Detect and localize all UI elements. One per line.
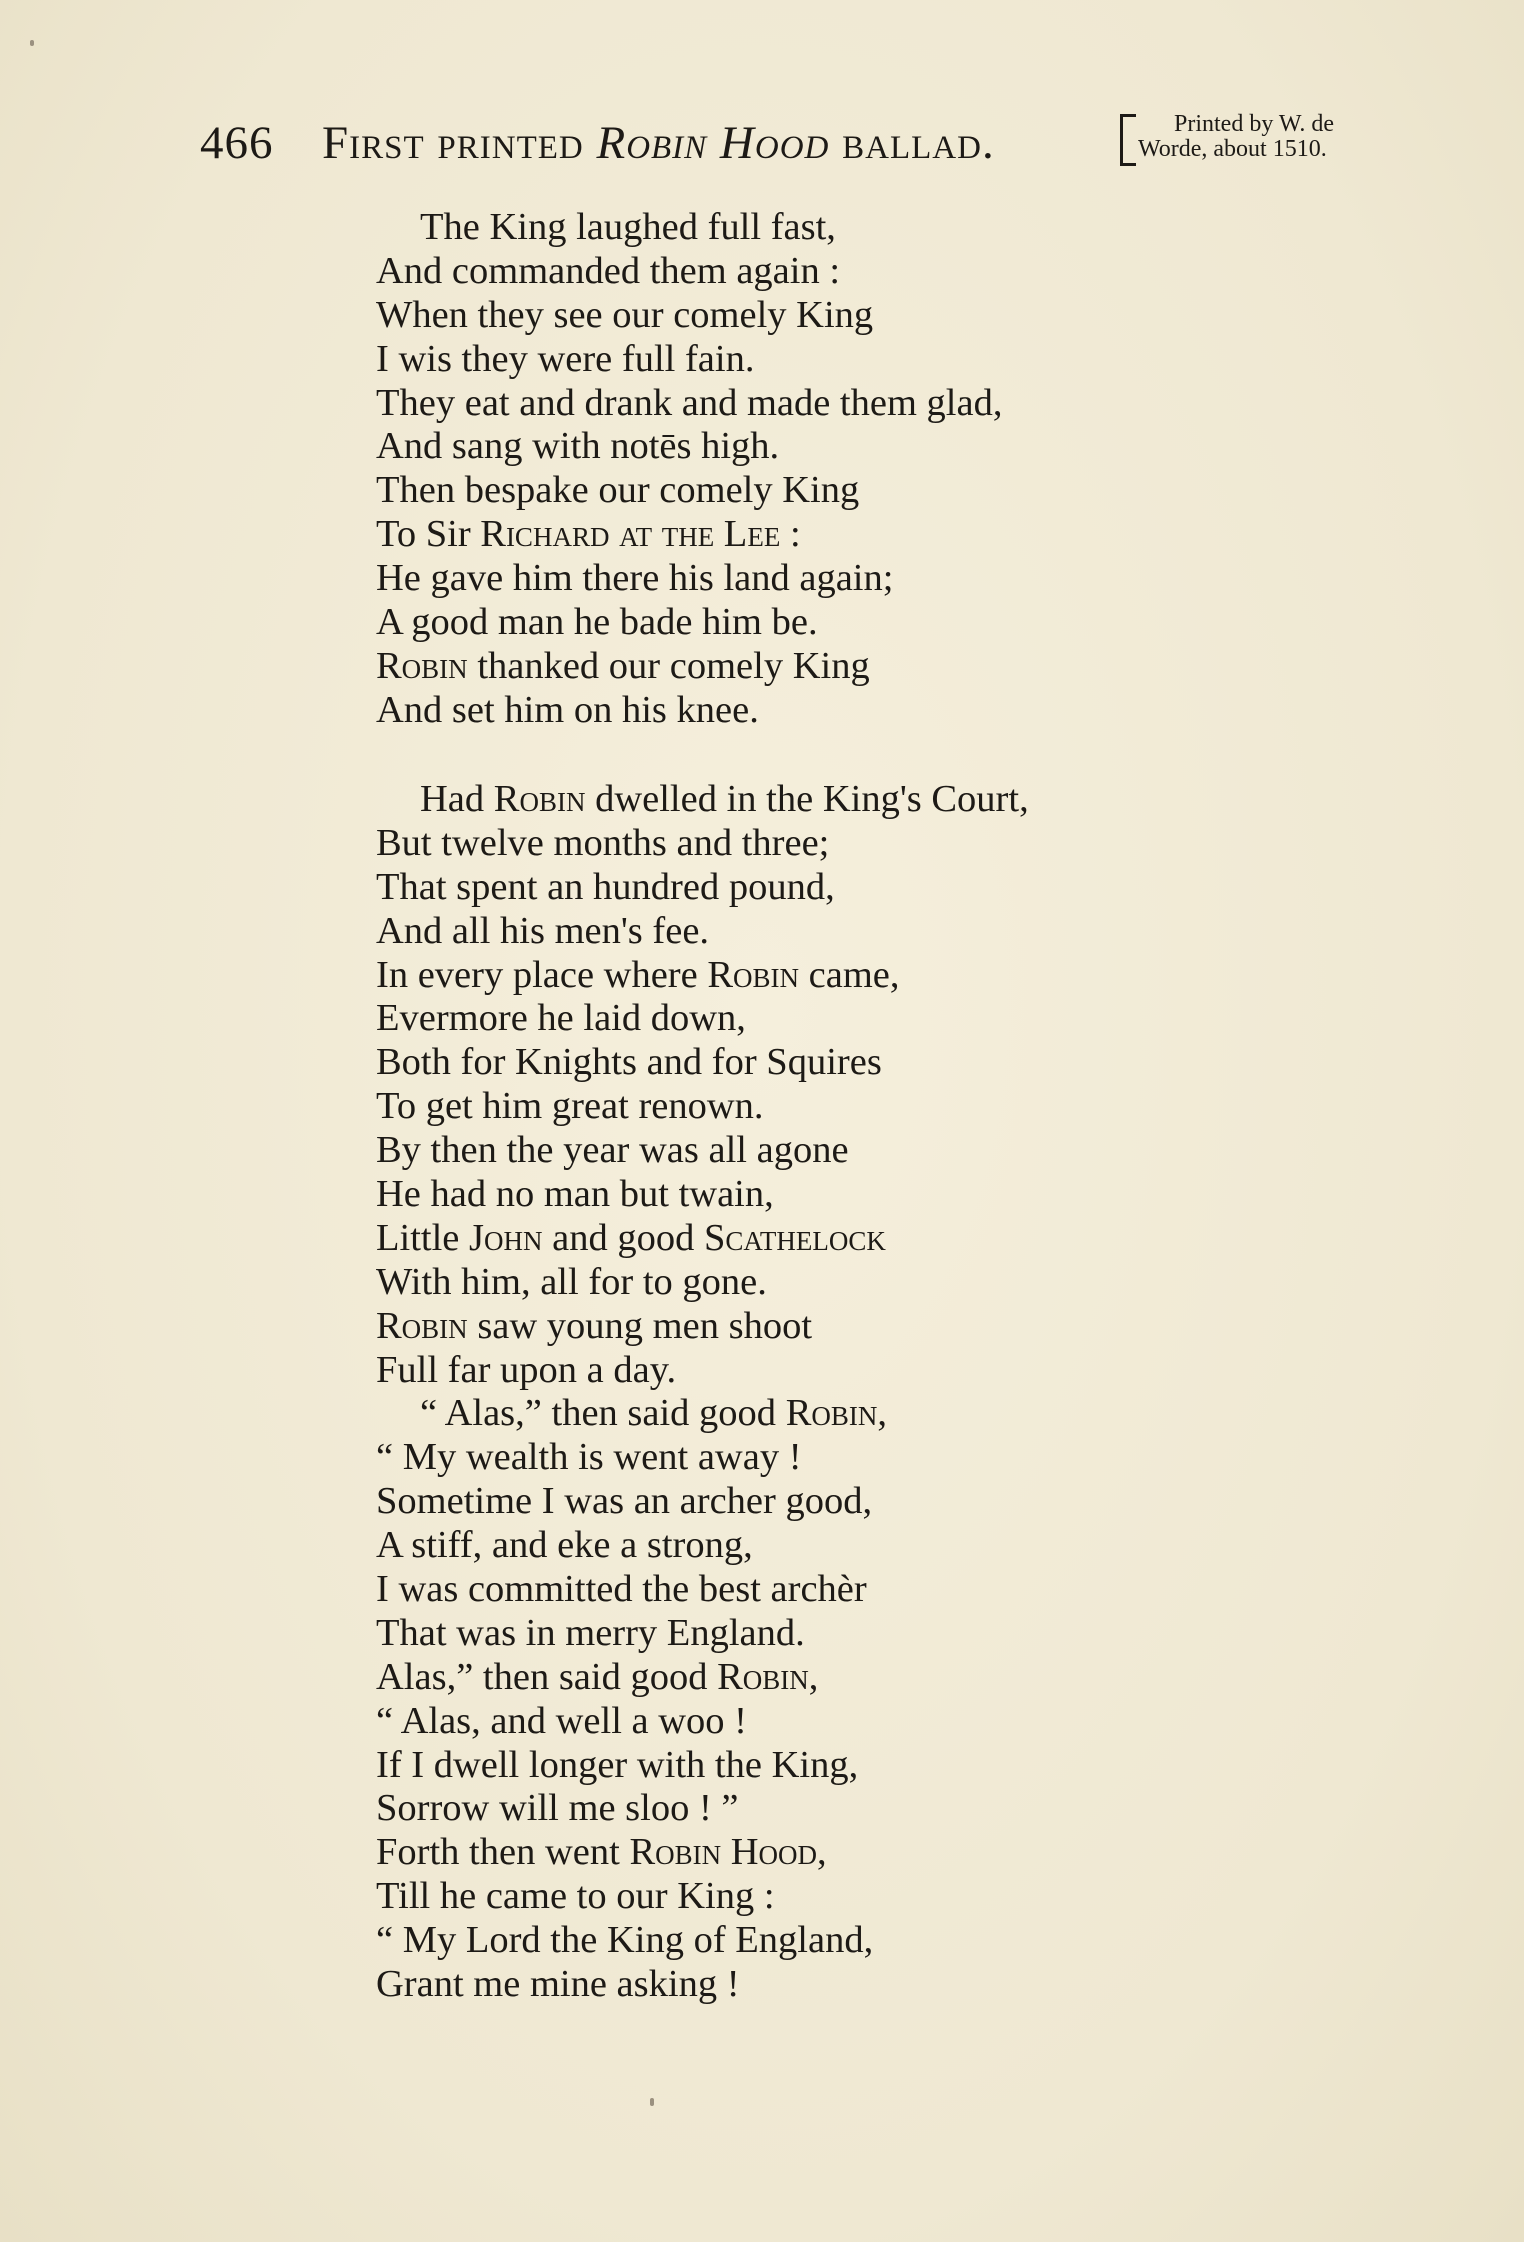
printer-note <box>1138 112 1388 162</box>
verse-line <box>376 997 1276 1041</box>
verse-text: In every place where <box>376 953 708 996</box>
verse-line <box>376 1831 1276 1875</box>
verse-line <box>376 1085 1276 1129</box>
verse-text: “ My Lord the King of England, <box>376 1919 874 1962</box>
verse-text: I was committed the best archèr <box>376 1568 867 1611</box>
verse-name-smallcaps: Robin <box>493 778 586 820</box>
verse-text: To get him great renown. <box>376 1085 764 1128</box>
verse-text: Till he came to our King : <box>376 1875 775 1918</box>
verse-text: “ Alas, and well a woo ! <box>376 1699 747 1742</box>
verse-text: : <box>780 513 801 556</box>
verse-text: Then bespake our comely King <box>376 469 860 512</box>
verse-line <box>376 1392 1276 1436</box>
verse-text: Little <box>376 1216 470 1259</box>
verse-text: He gave him there his land again; <box>376 557 894 600</box>
verse-text: saw young men shoot <box>467 1304 813 1347</box>
verse-line <box>376 601 1276 645</box>
verse-text: “ Alas,” then said good <box>420 1392 786 1435</box>
verse-text: A good man he bade him be. <box>376 601 818 644</box>
verse-text: Forth then went <box>376 1831 630 1874</box>
verse-text: That was in merry England. <box>376 1611 805 1654</box>
verse-line <box>376 1568 1276 1612</box>
verse-line <box>376 513 1276 557</box>
verse-text: , <box>877 1392 887 1435</box>
verse-text: And set him on his knee. <box>376 688 759 731</box>
running-title-part: First printed <box>322 117 597 169</box>
verse-text: But twelve months and three; <box>376 821 830 864</box>
verse-line <box>376 689 1276 733</box>
paper-speck <box>30 40 34 46</box>
verse-text: Grant me mine asking ! <box>376 1963 740 2006</box>
running-title <box>322 116 995 170</box>
verse-line <box>376 1787 1276 1831</box>
verse-text: “ My wealth is went away ! <box>376 1436 802 1479</box>
verse-line <box>376 1612 1276 1656</box>
verse-line <box>376 1041 1276 1085</box>
stanza <box>376 206 1276 733</box>
verse-text: , <box>808 1655 819 1698</box>
verse-line <box>376 910 1276 954</box>
verse-line <box>376 1700 1276 1744</box>
verse-text: They eat and drank and made them glad, <box>376 381 1003 424</box>
verse-text: That spent an hundred pound, <box>376 865 835 908</box>
verse-line <box>376 1261 1276 1305</box>
verse-name-smallcaps: Robin Hood <box>629 1831 818 1874</box>
verse-text: I wis they were full fain. <box>376 337 755 380</box>
running-title-part: Robin Hood <box>596 117 830 169</box>
verse-name-smallcaps: Robin <box>785 1392 878 1435</box>
verse-line <box>376 954 1276 998</box>
running-head <box>200 112 1380 172</box>
verse-line <box>376 1744 1276 1788</box>
printer-note-line-2: Worde, about 1510. <box>1138 136 1327 162</box>
verse-line <box>376 1129 1276 1173</box>
page-number: 466 <box>200 117 274 169</box>
verse-line <box>376 866 1276 910</box>
verse-text: thanked our comely King <box>467 644 870 687</box>
verse-text: By then the year was all agone <box>376 1129 849 1172</box>
verse-text: And all his men's fee. <box>376 909 710 952</box>
verse-text: When they see our comely King <box>376 293 874 336</box>
verse-name-smallcaps: Robin <box>376 1304 468 1347</box>
verse-name-smallcaps: Robin <box>707 953 800 996</box>
verse-line <box>376 382 1276 426</box>
side-note-bracket <box>1120 114 1136 166</box>
verse-line <box>376 1349 1276 1393</box>
verse-line <box>376 1217 1276 1261</box>
verse-line <box>376 294 1276 338</box>
verse-name-smallcaps: John <box>469 1216 543 1259</box>
verse-text: Sorrow will me sloo ! ” <box>376 1787 739 1830</box>
verse-text: With him, all for to gone. <box>376 1260 767 1303</box>
verse-text: Both for Knights and for Squires <box>376 1041 882 1084</box>
verse-text: A stiff, and eke a strong, <box>376 1524 753 1567</box>
verse-text: Sometime I was an archer good, <box>376 1480 873 1523</box>
verse-name-smallcaps: Richard at the Lee <box>480 513 781 556</box>
verse-line <box>376 778 1276 822</box>
verse-name-smallcaps: Scathelock <box>703 1216 886 1259</box>
verse-line <box>376 1436 1276 1480</box>
verse-text: came, <box>799 953 900 996</box>
paper-speck <box>650 2098 654 2106</box>
verse-name-smallcaps: Robin <box>717 1655 809 1698</box>
verse-line <box>376 425 1276 469</box>
verse-line <box>376 557 1276 601</box>
verse-line <box>376 822 1276 866</box>
verse-text: The King laughed full fast, <box>420 206 836 248</box>
verse-name-smallcaps: Robin <box>376 644 468 687</box>
verse-line <box>376 250 1276 294</box>
verse-text: and good <box>542 1216 704 1259</box>
verse-text: He had no man but twain, <box>376 1173 774 1216</box>
verse-text: And sang with notēs high. <box>376 425 780 468</box>
verse-line <box>376 645 1276 689</box>
verse-line <box>376 206 1276 250</box>
verse-line <box>376 469 1276 513</box>
verse-text: dwelled in the King's Court, <box>585 778 1029 820</box>
verse-line <box>376 1656 1276 1700</box>
stanza <box>376 778 1276 2007</box>
verse-text: To Sir <box>376 513 481 556</box>
verse-text: Alas,” then said good <box>376 1655 718 1698</box>
verse-text: , <box>817 1831 827 1874</box>
verse-text: And commanded them again : <box>376 249 841 292</box>
verse-line <box>376 1173 1276 1217</box>
verse-text: Evermore he laid down, <box>376 997 746 1040</box>
verse-line <box>376 1524 1276 1568</box>
verse-text: Had <box>420 778 494 820</box>
running-title-part: ballad. <box>829 117 995 169</box>
verse-line <box>376 338 1276 382</box>
verse-text: If I dwell longer with the King, <box>376 1743 859 1786</box>
verse-line <box>376 1305 1276 1349</box>
printer-note-line-1: Printed by W. de <box>1174 111 1334 137</box>
verse-line <box>376 1480 1276 1524</box>
verse-line <box>376 1875 1276 1919</box>
verse-text: Full far upon a day. <box>376 1348 677 1391</box>
verse-line <box>376 1919 1276 1963</box>
verse-line <box>376 1963 1276 2007</box>
